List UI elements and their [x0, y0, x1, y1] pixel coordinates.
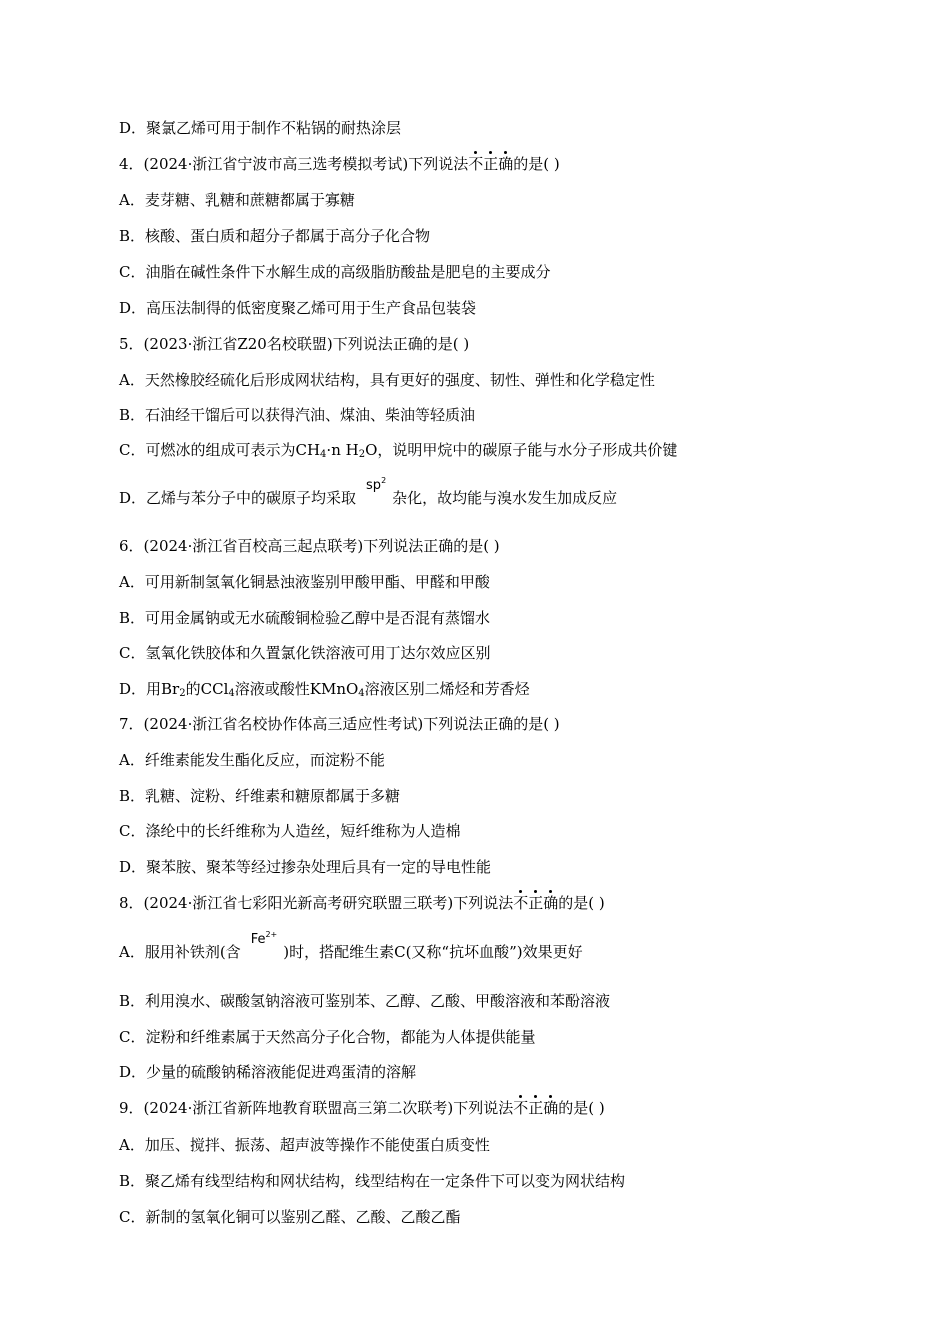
option-line: C．新制的氢氧化铜可以鉴别乙醛、乙酸、乙酸乙酯	[119, 1208, 461, 1226]
emphasis-char: 确	[543, 894, 559, 912]
option-line: A．麦芽糖、乳糖和蔗糖都属于寡糖	[119, 191, 355, 209]
option-line: D．少量的硫酸钠稀溶液能促进鸡蛋清的溶解	[119, 1063, 417, 1081]
option-line: C．氢氧化铁胶体和久置氯化铁溶液可用丁达尔效应区别	[119, 644, 491, 662]
question-6-stem: 6．(2024·浙江省百校高三起点联考)下列说法正确的是( )	[119, 537, 500, 555]
option-line: A．纤维素能发生酯化反应，而淀粉不能	[119, 751, 385, 769]
option-line: D．聚苯胺、聚苯等经过掺杂处理后具有一定的导电性能	[119, 858, 492, 876]
option-line: D．乙烯与苯分子中的碳原子均采取$sp^2$杂化，故均能与溴水发生加成反应	[119, 476, 618, 507]
option-line: D．用$Br_2$的CCl$_4$溶液或酸性KMnO$_4$溶液区别二烯烃和芳香烃	[119, 680, 530, 699]
emphasis-char: 正	[528, 894, 544, 912]
question-5-stem: 5．(2023·浙江省Z20名校联盟)下列说法正确的是( )	[119, 335, 470, 353]
hybridization-formula: $sp^2$	[366, 476, 387, 493]
option-line: B．石油经干馏后可以获得汽油、煤油、柴油等轻质油	[119, 406, 476, 424]
option-line: C．涤纶中的长纤维称为人造丝，短纤维称为人造棉	[119, 822, 461, 840]
option-line: A．服用补铁剂(含$Fe^{2+}$)时，搭配维生素C(又称“抗坏血酸”)效果更好	[119, 930, 583, 961]
option-line: C．淀粉和纤维素属于天然高分子化合物，都能为人体提供能量	[119, 1028, 536, 1046]
emphasis-char: 不	[513, 894, 529, 912]
emphasis-char: 不	[468, 155, 484, 173]
option-line: A．可用新制氢氧化铜悬浊液鉴别甲酸甲酯、甲醛和甲酸	[119, 573, 490, 591]
question-4-stem: 4．(2024·浙江省宁波市高三选考模拟考试)下列说法不正确的是( )	[119, 155, 560, 173]
question-7-stem: 7．(2024·浙江省名校协作体高三适应性考试)下列说法正确的是( )	[119, 715, 560, 733]
emphasis-char: 确	[543, 1099, 559, 1117]
option-line: D．聚氯乙烯可用于制作不粘锅的耐热涂层	[119, 119, 402, 137]
question-8-stem: 8．(2024·浙江省七彩阳光新高考研究联盟三联考)下列说法不正确的是( )	[119, 894, 605, 912]
emphasis-char: 确	[498, 155, 514, 173]
option-line: C．可燃冰的组成可表示为$CH_4\cdot n$ $H_2O$，说明甲烷中的碳原子能与水分子形成共价键	[119, 441, 678, 460]
option-line: A．天然橡胶经硫化后形成网状结构，具有更好的强度、韧性、弹性和化学稳定性	[119, 371, 655, 389]
ion-formula: $Fe^{2+}$	[250, 930, 278, 947]
option-line: B．乳糖、淀粉、纤维素和糖原都属于多糖	[119, 787, 401, 805]
emphasis-char: 不	[513, 1099, 529, 1117]
option-line: A．加压、搅拌、振荡、超声波等操作不能使蛋白质变性	[119, 1136, 490, 1154]
option-line: B．聚乙烯有线型结构和网状结构，线型结构在一定条件下可以变为网状结构	[119, 1172, 626, 1190]
emphasis-char: 正	[483, 155, 499, 173]
question-9-stem: 9．(2024·浙江省新阵地教育联盟高三第二次联考)下列说法不正确的是( )	[119, 1099, 605, 1117]
emphasis-char: 正	[528, 1099, 544, 1117]
option-line: B．核酸、蛋白质和超分子都属于高分子化合物	[119, 227, 431, 245]
option-line: D．高压法制得的低密度聚乙烯可用于生产食品包装袋	[119, 299, 477, 317]
option-line: B．利用溴水、碳酸氢钠溶液可鉴别苯、乙醇、乙酸、甲酸溶液和苯酚溶液	[119, 992, 611, 1010]
option-line: C．油脂在碱性条件下水解生成的高级脂肪酸盐是肥皂的主要成分	[119, 263, 551, 281]
option-line: B．可用金属钠或无水硫酸铜检验乙醇中是否混有蒸馏水	[119, 609, 491, 627]
